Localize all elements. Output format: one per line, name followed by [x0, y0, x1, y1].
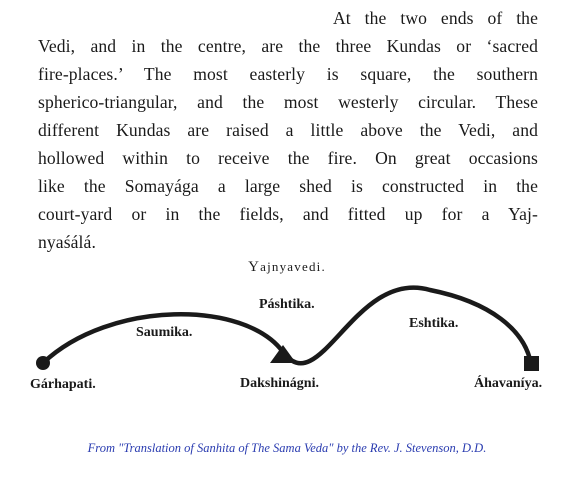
text-line: nyaśálá.	[38, 232, 96, 252]
label-dakshinagni: Dakshinágni.	[240, 376, 319, 391]
label-ahavaniya: Áhavaníya.	[474, 376, 543, 391]
dakshinagni-triangle-kunda	[270, 345, 296, 363]
source-credit: From "Translation of Sanhita of The Sama Veda" by the Rev. J. Stevenson, D.D.	[87, 441, 487, 455]
label-garhapati: Gárhapati.	[30, 377, 96, 392]
diagram-title: Yajnyavedi.	[248, 259, 326, 275]
garhapati-circle-kunda	[36, 356, 50, 370]
text-line: Vedi, and in the centre, are the three Kundas or ‘sacred	[38, 36, 538, 56]
text-line: At the two ends of the	[333, 8, 538, 28]
label-pashtika: Páshtika.	[259, 297, 315, 312]
text-line: hollowed within to receive the fire. On great occasions	[38, 148, 538, 168]
text-line: fire-places.’ The most easterly is square, the southern	[38, 64, 538, 84]
label-eshtika: Eshtika.	[409, 316, 459, 331]
label-saumika: Saumika.	[136, 325, 193, 340]
text-line: like the Somayága a large shed is constructed in the	[38, 176, 538, 196]
text-line: spherico-triangular, and the most westerly circular. These	[38, 92, 538, 112]
text-line: different Kundas are raised a little above the Vedi, and	[38, 120, 538, 140]
text-line: court-yard or in the fields, and fitted up for a Yaj-	[38, 204, 538, 224]
ahavaniya-square-kunda	[524, 356, 539, 371]
